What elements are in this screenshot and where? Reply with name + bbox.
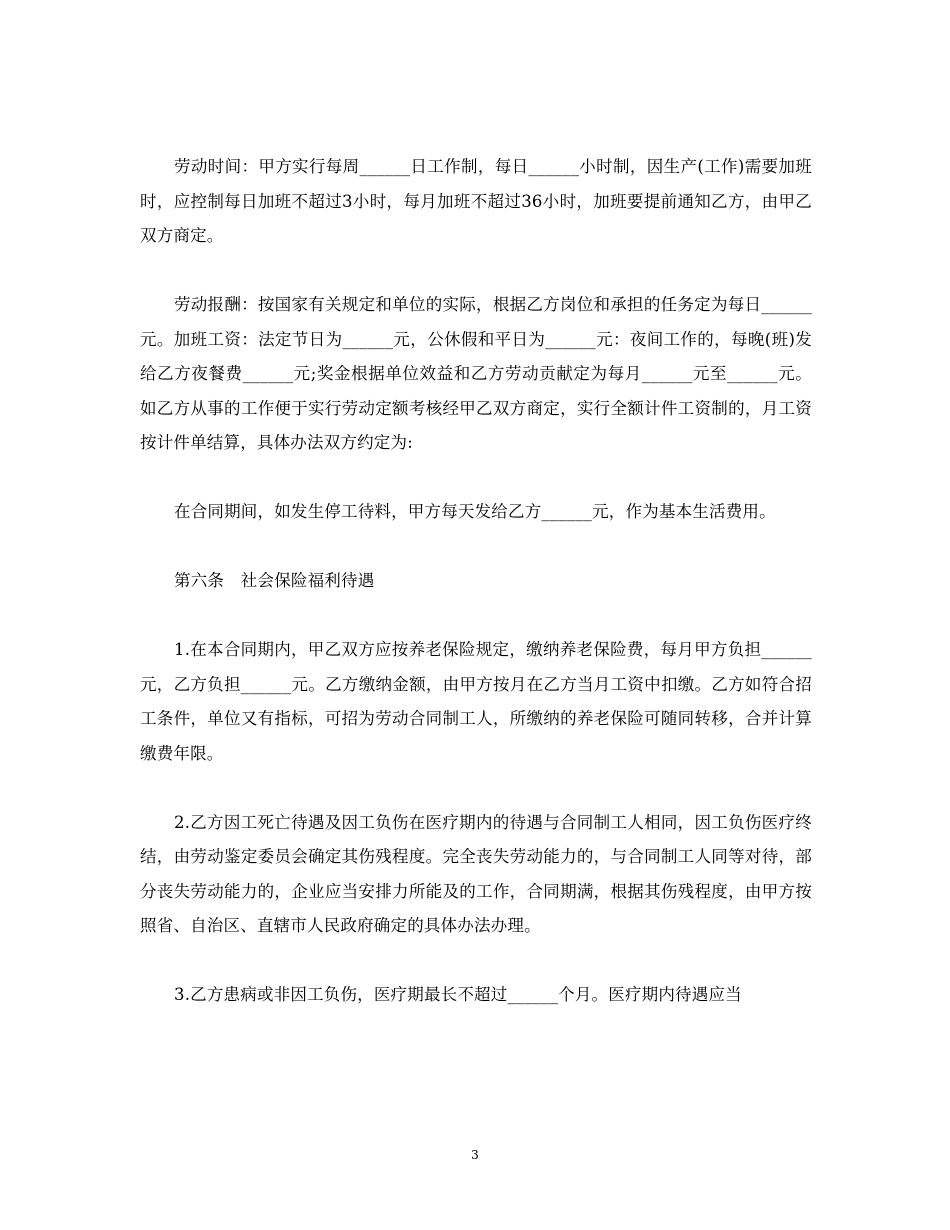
paragraph-gap [140,530,812,565]
paragraph-work-stoppage: 在合同期间，如发生停工待料，甲方每天发给乙方______元，作为基本生活费用。 [174,502,776,521]
paragraph-remuneration: 劳动报酬：按国家有关规定和单位的实际，根据乙方岗位和承担的任务定为每日______元。加班工资：法定节日为______元，公休假和平日为______元：夜间工作的，每晚(班)发给乙方夜餐费______元;奖金根据单位效益和乙方劳动贡献定为每月______元至______元。如乙方从事的工作便于实行劳动定额考核经甲乙双方商定，实行全额计件工资制的，月工资按计件单结算，具体办法双方约定为: [140,295,812,452]
paragraph-gap [140,461,812,496]
paragraph-sick-leave: 3.乙方患病或非因工负伤，医疗期最长不超过______个月。医疗期内待遇应当 [174,985,742,1004]
paragraph-gap [140,944,812,979]
paragraph-working-hours: 劳动时间：甲方实行每周______日工作制，每日______小时制，因生产(工作)需要加班时，应控制每日加班不超过3小时，每月加班不超过36小时，加班要提前通知乙方，由甲乙双方商定。 [140,157,812,245]
paragraph-gap [140,599,812,634]
paragraph-pension-insurance: 1.在本合同期内，甲乙双方应按养老保险规定，缴纳养老保险费，每月甲方负担______元，乙方负担______元。乙方缴纳金额，由甲方按月在乙方当月工资中扣缴。乙方如符合招工条件，单位又有指标，可招为劳动合同制工人，所缴纳的养老保险可随同转移，合并计算缴费年限。 [140,640,812,763]
paragraph-work-injury: 2.乙方因工死亡待遇及因工负伤在医疗期内的待遇与合同制工人相同，因工负伤医疗终结，由劳动鉴定委员会确定其伤残程度。完全丧失劳动能力的，与合同制工人同等对待，部分丧失劳动能力的，企业应当安排力所能及的工作，合同期满，根据其伤残程度，由甲方按照省、自治区、直辖市人民政府确定的具体办法办理。 [140,812,812,935]
paragraph-gap [140,771,812,806]
document-body [140,150,812,1013]
paragraph-gap [140,254,812,289]
page-number: 3 [471,1148,479,1162]
section-heading-article-six: 第六条 社会保险福利待遇 [174,571,375,590]
